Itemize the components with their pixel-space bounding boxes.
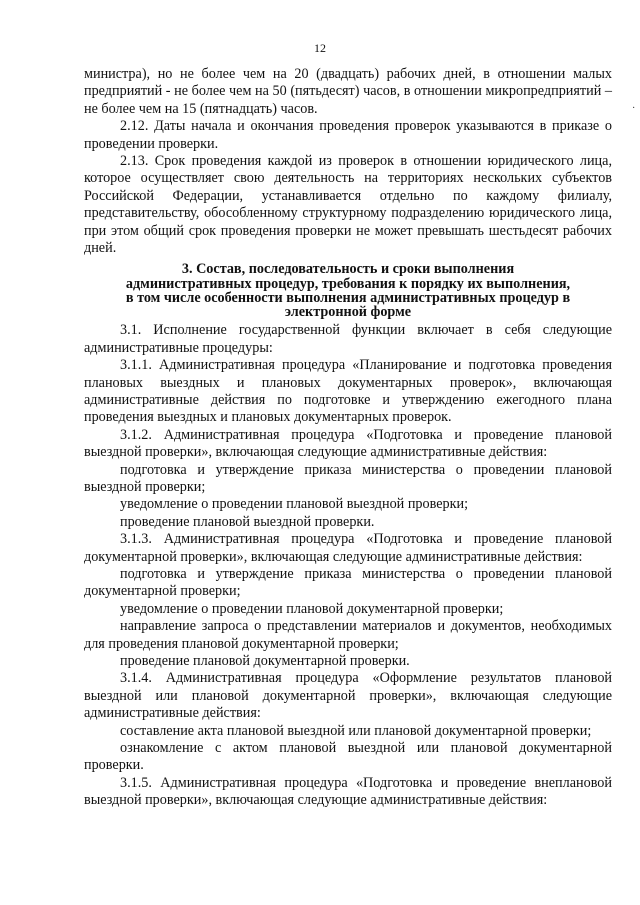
paragraph: 3.1.2. Административная процедура «Подготовка и проведение плановой выездной проверки», включающая следующие административные действия: [84,426,612,461]
paragraphs-section [84,322,612,809]
document-body [84,66,612,810]
section-heading-line: 3. Состав, последовательность и сроки выполнения [181,261,515,278]
paragraph: 3.1.1. Административная процедура «Планирование и подготовка проведения плановых выездных и плановых документарных проверок», включающая административные действия по подготовке и утверждению ежегодного плана проведения выездных и плановых документарных проверок. [84,357,612,426]
paragraph: 2.13. Срок проведения каждой из проверок в отношении юридического лица, которое осуществляет свою деятельность на территориях нескольких субъектов Российской Федерации, устанавливается отдельно по каждому филиалу, представительству, обособленному структурному подразделению юридического лица, при этом общий срок проведения проверки не может превышать шестьдесят рабочих дней. [84,153,612,257]
paragraphs-top [84,66,612,257]
paragraph: подготовка и утверждение приказа министерства о проведении плановой выездной проверки; [84,461,612,495]
paragraph: 3.1.5. Административная процедура «Подготовка и проведение внеплановой выездной проверки», включающая следующие административные действия: [84,774,612,809]
paragraph: направление запроса о представлении материалов и документов, необходимых для проведения плановой документарной проверки; [84,618,612,652]
paragraph: подготовка и утверждение приказа министерства о проведении плановой документарной проверки; [84,565,612,600]
paragraph: проведение плановой документарной проверки. [120,653,410,669]
section-heading-line: электронной форме [284,304,412,321]
paragraph: уведомление о проведении плановой документарной проверки; [120,600,504,617]
section-heading-line: в том числе особенности выполнения административных процедур в [125,289,571,306]
page-number: 12 [314,41,326,55]
section-heading [84,262,612,319]
paragraph: проведение плановой выездной проверки. [120,513,375,530]
paragraph: министра), но не более чем на 20 (двадцать) рабочих дней, в отношении малых предприятий - не более чем на 50 (пятьдесят) часов, в отношении микропредприятий – не более чем на 15 (пятнадцать) часов. [84,66,612,117]
paragraph: уведомление о проведении плановой выездной проверки; [120,496,469,513]
paragraph: ознакомление с актом плановой выездной или плановой документарной проверки. [84,740,612,774]
paragraph: 2.12. Даты начала и окончания проведения проверок указываются в приказе о проведении проверки. [84,118,612,152]
paragraph: 3.1. Исполнение государственной функции включает в себя следующие административные процедуры: [84,322,612,356]
paragraph: 3.1.3. Административная процедура «Подготовка и проведение плановой документарной проверки», включающая следующие административные действия: [84,531,612,565]
paragraph: составление акта плановой выездной или плановой документарной проверки; [120,722,592,739]
scan-edge-mark: · [632,103,636,114]
section-heading-line: административных процедур, требования к порядку их выполнения, [125,275,571,292]
paragraph: 3.1.4. Административная процедура «Оформление результатов плановой выездной или плановой документарной проверки», включающая следующие административные действия: [84,670,612,722]
